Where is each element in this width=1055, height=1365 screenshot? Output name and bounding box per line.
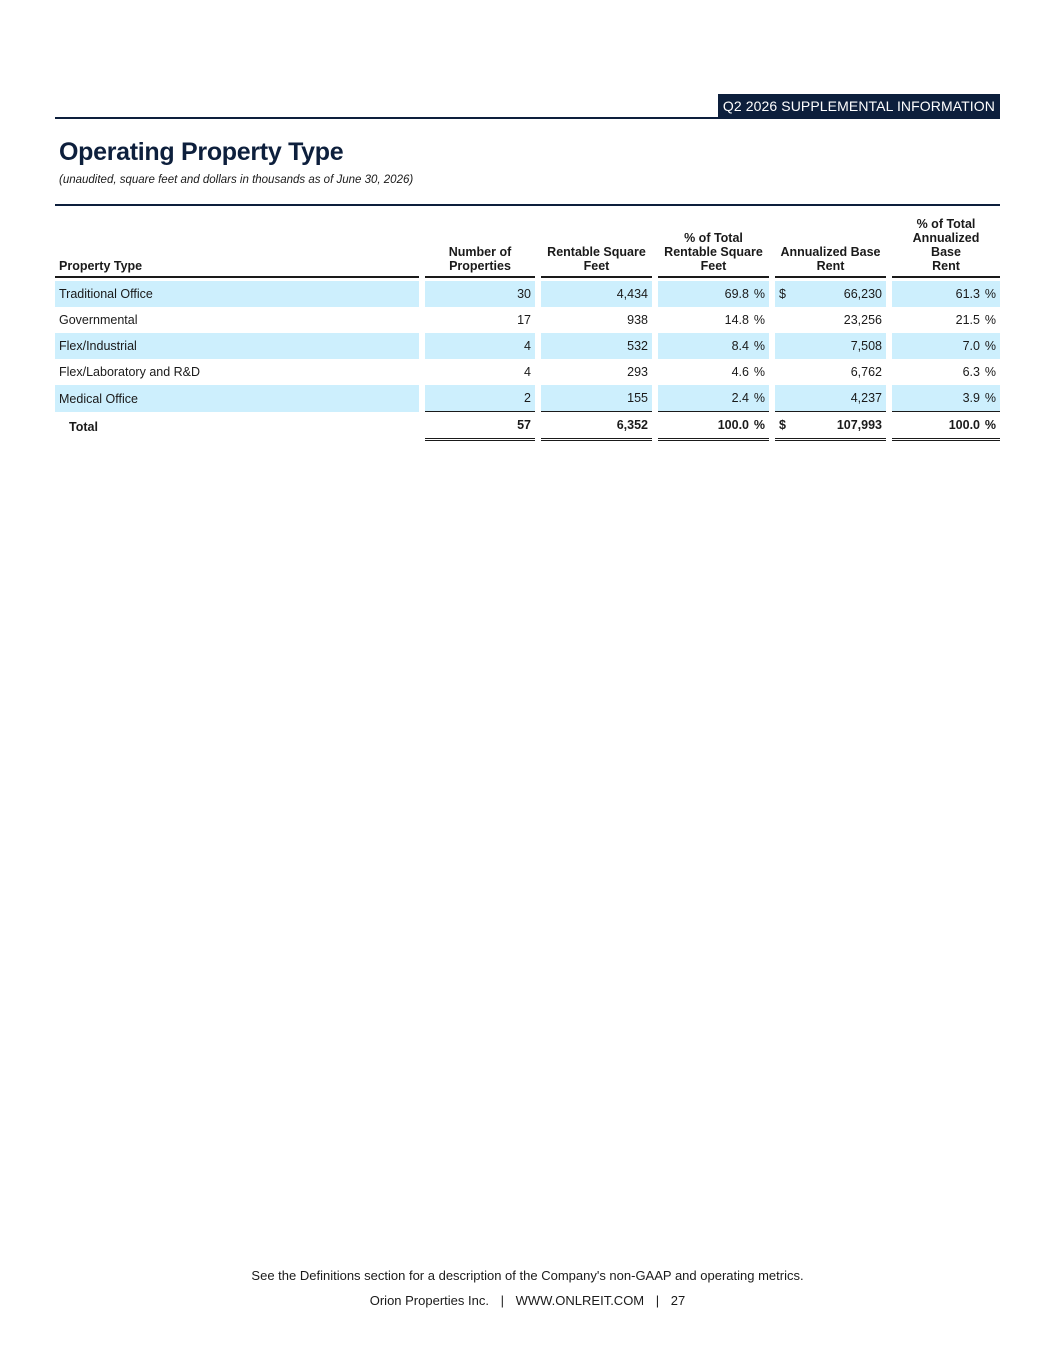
annualized-base-rent-cell: 4,237 — [775, 385, 886, 412]
table-row — [55, 333, 1000, 359]
annualized-base-rent-cell: $ 66,230 — [775, 281, 886, 307]
page-title: Operating Property Type — [59, 138, 344, 166]
number-of-properties-cell: 4 — [524, 365, 531, 379]
pct-rentable-square-feet-cell: 14.8 % — [724, 313, 765, 327]
page-subtitle: (unaudited, square feet and dollars in thousands as of June 30, 2026) — [59, 174, 414, 186]
rentable-square-feet-cell: 4,434 — [541, 281, 652, 307]
number-of-properties-cell: 4 — [425, 333, 535, 359]
property-type-cell: Traditional Office — [55, 281, 419, 307]
pct-rentable-square-feet-cell: 8.4 % — [658, 333, 769, 359]
total-label: Total — [69, 419, 98, 434]
annualized-base-rent-cell: 23,256 — [843, 313, 882, 327]
table-header-row — [55, 217, 1000, 278]
footer-divider: | — [500, 1293, 504, 1308]
header-rule — [55, 117, 1000, 119]
total-pct-rentable-square-feet: 100.0 % — [658, 412, 769, 441]
page-number: 27 — [670, 1293, 686, 1308]
number-of-properties-cell: 2 — [425, 385, 535, 412]
pct-annualized-base-rent-cell: 6.3 % — [962, 365, 996, 379]
total-rentable-square-feet: 6,352 — [541, 412, 652, 441]
total-annualized-base-rent: $ 107,993 — [775, 412, 886, 441]
report-banner: Q2 2026 SUPPLEMENTAL INFORMATION — [718, 94, 1000, 118]
pct-rentable-square-feet-cell: 69.8 % — [658, 281, 769, 307]
total-row — [55, 412, 1000, 441]
table-row — [55, 281, 1000, 307]
rentable-square-feet-cell: 532 — [541, 333, 652, 359]
table-row — [55, 385, 1000, 412]
annualized-base-rent-cell: 7,508 — [775, 333, 886, 359]
annualized-base-rent-cell: 6,762 — [850, 365, 882, 379]
column-header-number-of-properties: Number of Properties — [425, 217, 535, 278]
rentable-square-feet-cell: 155 — [541, 385, 652, 412]
property-type-cell: Flex/Laboratory and R&D — [59, 365, 201, 379]
number-of-properties-cell: 30 — [425, 281, 535, 307]
pct-rentable-square-feet-cell: 2.4 % — [658, 385, 769, 412]
column-header-pct-annualized-base-rent: % of Total Annualized Base Rent — [892, 217, 1000, 278]
company-name: Orion Properties Inc. — [369, 1293, 489, 1308]
footer-line — [0, 1293, 1055, 1308]
pct-annualized-base-rent-cell: 61.3 % — [892, 281, 1000, 307]
table-row — [55, 359, 1000, 385]
pct-annualized-base-rent-cell: 3.9 % — [892, 385, 1000, 412]
table-top-rule — [55, 204, 1000, 206]
column-header-rentable-square-feet: Rentable Square Feet — [541, 217, 652, 278]
column-header-pct-rentable-square-feet: % of Total Rentable Square Feet — [658, 217, 769, 278]
column-header-annualized-base-rent: Annualized Base Rent — [775, 217, 886, 278]
pct-rentable-square-feet-cell: 4.6 % — [731, 365, 765, 379]
footer-note: See the Definitions section for a description of the Company's non-GAAP and operating metrics. — [251, 1268, 804, 1283]
property-type-table — [55, 217, 1000, 441]
total-pct-annualized-base-rent: 100.0 % — [892, 412, 1000, 441]
column-header-property-type: Property Type — [55, 217, 419, 278]
table-row — [55, 307, 1000, 333]
property-type-cell: Medical Office — [55, 385, 419, 412]
total-number-of-properties: 57 — [425, 412, 535, 441]
pct-annualized-base-rent-cell: 7.0 % — [892, 333, 1000, 359]
footer-divider: | — [655, 1293, 660, 1308]
rentable-square-feet-cell: 293 — [627, 365, 648, 379]
pct-annualized-base-rent-cell: 21.5 % — [955, 313, 996, 327]
website-link[interactable]: WWW.ONLREIT.COM — [515, 1293, 645, 1308]
property-type-cell: Governmental — [59, 313, 138, 327]
rentable-square-feet-cell: 938 — [627, 313, 648, 327]
property-type-cell: Flex/Industrial — [55, 333, 419, 359]
number-of-properties-cell: 17 — [517, 313, 531, 327]
